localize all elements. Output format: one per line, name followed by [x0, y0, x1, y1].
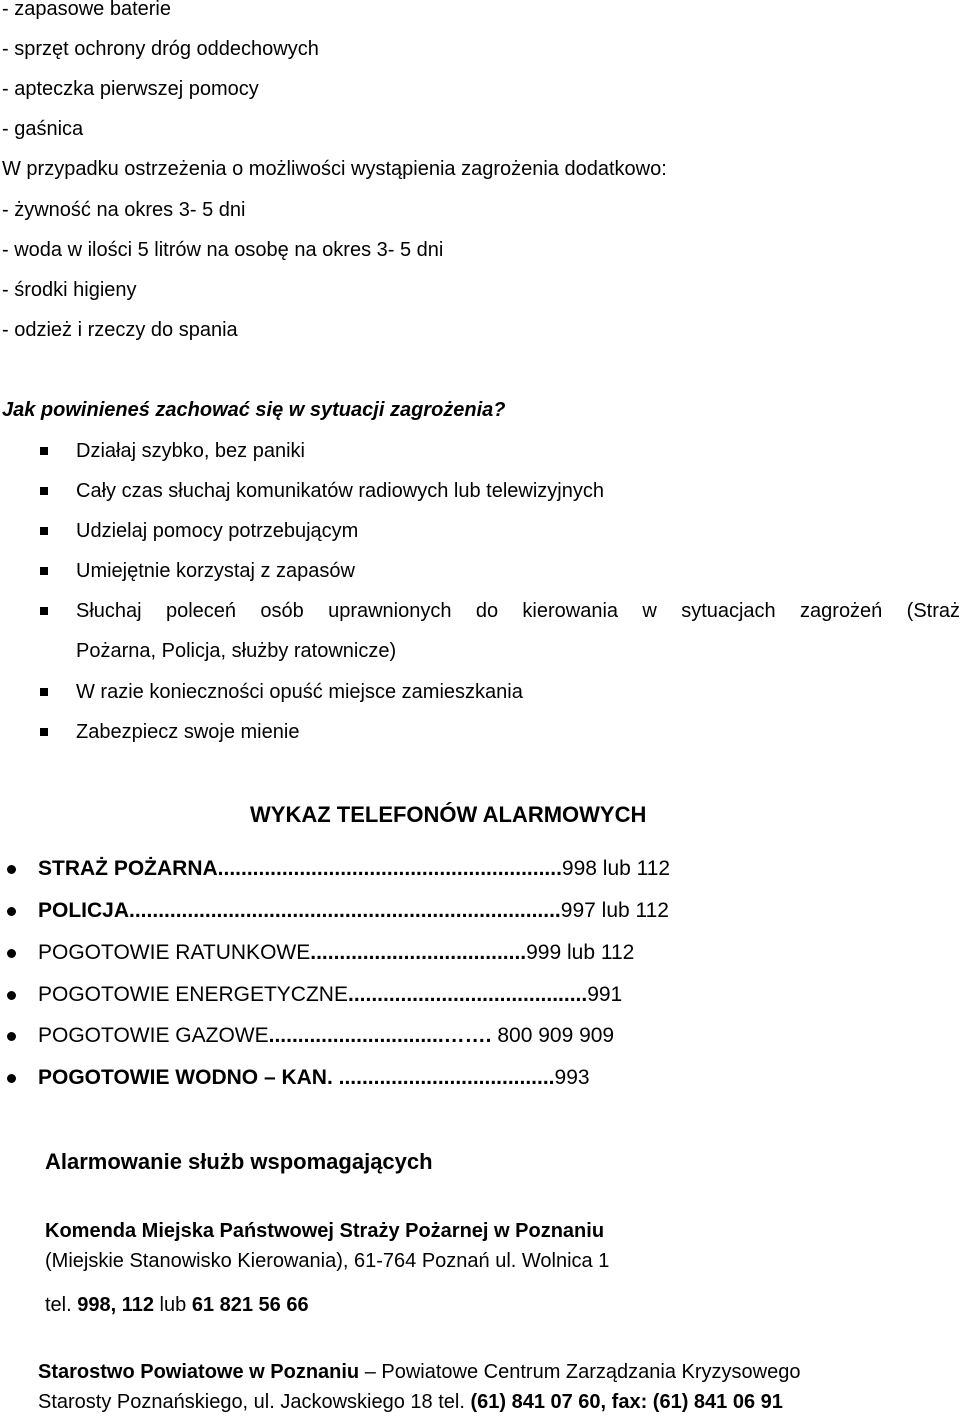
phone-number: 997 lub 112: [560, 899, 669, 922]
starostwo-address: Starosty Poznańskiego, ul. Jackowskiego 18 tel.: [38, 1391, 471, 1413]
round-bullet-icon: [7, 991, 16, 1000]
behavior-item-text: Działaj szybko, bez paniki: [76, 440, 305, 462]
behavior-item-text: Słuchaj poleceń osób uprawnionych do kierowania w sytuacjach zagrożeń (Straż: [76, 600, 960, 622]
kmpsp-address: (Miejskie Stanowisko Kierowania), 61-764 Poznań ul. Wolnica 1: [45, 1250, 610, 1272]
supply-item: - środki higieny: [2, 279, 137, 301]
phone-leader-dots: .....................................: [310, 941, 527, 964]
behavior-item-text: Udzielaj pomocy potrzebującym: [76, 520, 359, 542]
phone-service-name: POLICJA: [38, 899, 130, 922]
starostwo-name: Starostwo Powiatowe w Poznaniu: [38, 1361, 360, 1383]
phone-leader-dots: ..............................…….: [268, 1024, 492, 1047]
behavior-item-text: Umiejętnie korzystaj z zapasów: [76, 560, 355, 582]
supply-item: - żywność na okres 3- 5 dni: [2, 199, 246, 221]
starostwo-unit: – Powiatowe Centrum Zarządzania Kryzysowego: [359, 1361, 801, 1383]
phone-connector: lub: [154, 1294, 192, 1316]
kmpsp-name: Komenda Miejska Państwowej Straży Pożarnej w Poznaniu: [45, 1220, 605, 1242]
behavior-item-text: Cały czas słuchaj komunikatów radiowych lub telewizyjnych: [76, 480, 604, 502]
phone-leader-dots: .....................................: [332, 1066, 555, 1089]
supply-item: - gaśnica: [2, 118, 84, 140]
phone-value-secondary: 61 821 56 66: [191, 1294, 309, 1316]
phones-title: WYKAZ TELEFONÓW ALARMOWYCH: [250, 802, 647, 827]
phone-service-name: POGOTOWIE ENERGETYCZNE: [38, 983, 348, 1006]
supply-item: - sprzęt ochrony dróg oddechowych: [2, 38, 319, 60]
phone-number: 991: [587, 983, 623, 1006]
supply-item: - odzież i rzeczy do spania: [2, 319, 238, 341]
phone-label: tel.: [45, 1294, 78, 1316]
behavior-heading: Jak powinieneś zachować się w sytuacji zagrożenia?: [2, 399, 506, 421]
starostwo-phone-fax: (61) 841 07 60, fax: (61) 841 06 91: [470, 1391, 783, 1413]
phone-leader-dots: .........................................: [347, 983, 588, 1006]
behavior-item-text: Zabezpiecz swoje mienie: [76, 721, 300, 743]
phone-service-name: POGOTOWIE RATUNKOWE: [38, 941, 311, 964]
starostwo-contact: [38, 1389, 783, 1415]
phone-leader-dots: ..........................................................................: [129, 899, 561, 922]
warning-intro: W przypadku ostrzeżenia o możliwości wystąpienia zagrożenia dodatkowo:: [2, 158, 667, 180]
phone-number: 998 lub 112: [561, 857, 671, 880]
round-bullet-icon: [7, 1032, 16, 1041]
round-bullet-icon: [7, 1074, 16, 1083]
phone-number: 800 909 909: [491, 1024, 615, 1047]
square-bullet-icon: [40, 487, 48, 495]
phone-number: 993: [554, 1066, 590, 1089]
support-services-title: Alarmowanie służb wspomagających: [45, 1149, 433, 1174]
phone-leader-dots: ...........................................................: [217, 857, 562, 880]
round-bullet-icon: [7, 949, 16, 958]
square-bullet-icon: [40, 728, 48, 736]
kmpsp-phone: [45, 1292, 309, 1318]
square-bullet-icon: [40, 607, 48, 615]
starostwo-line: [38, 1359, 800, 1385]
round-bullet-icon: [7, 865, 16, 874]
phone-value: 998, 112: [77, 1294, 154, 1316]
square-bullet-icon: [40, 567, 48, 575]
behavior-item-text-continued: Pożarna, Policja, służby ratownicze): [76, 640, 397, 662]
behavior-item-text: W razie konieczności opuść miejsce zamieszkania: [76, 681, 523, 703]
supply-item: - woda w ilości 5 litrów na osobę na okres 3- 5 dni: [2, 239, 444, 261]
square-bullet-icon: [40, 688, 48, 696]
phone-service-name: POGOTOWIE GAZOWE: [38, 1024, 269, 1047]
square-bullet-icon: [40, 447, 48, 455]
square-bullet-icon: [40, 527, 48, 535]
phone-number: 999 lub 112: [526, 941, 635, 964]
phone-service-name: STRAŻ POŻARNA: [38, 857, 218, 880]
round-bullet-icon: [7, 907, 16, 916]
supply-item: - zapasowe baterie: [2, 0, 171, 20]
supply-item: - apteczka pierwszej pomocy: [2, 78, 259, 100]
phone-service-name: POGOTOWIE WODNO – KAN.: [38, 1066, 333, 1089]
